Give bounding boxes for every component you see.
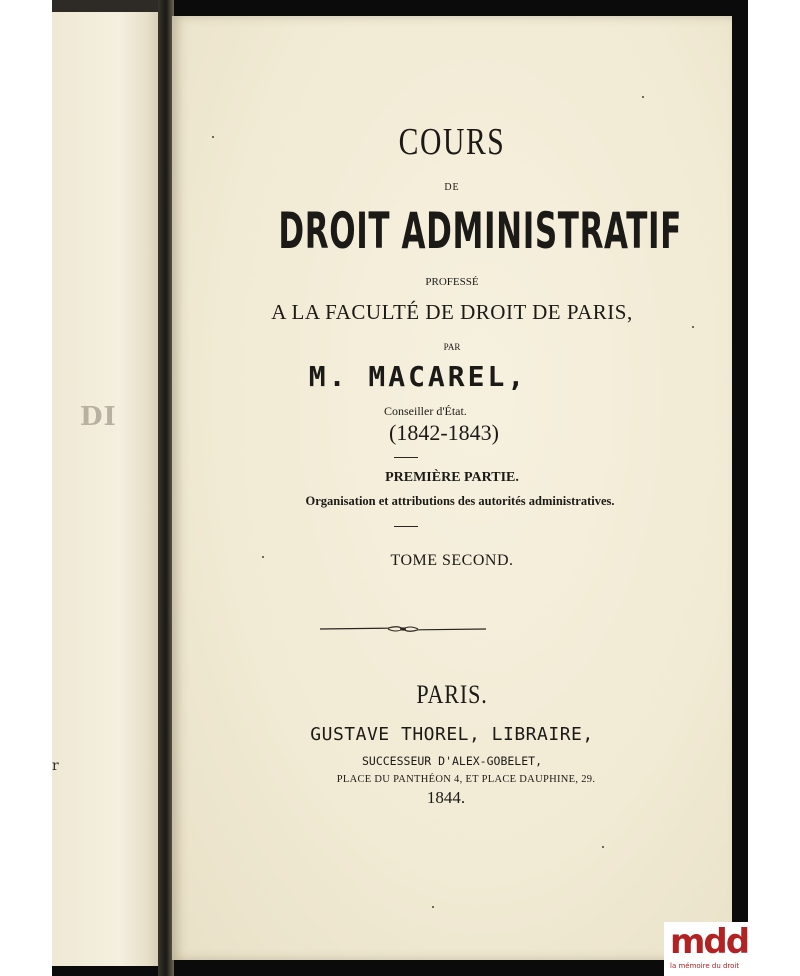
volume-label: TOME SECOND. <box>390 552 514 569</box>
publication-city: PARIS. <box>416 680 488 709</box>
logo-tagline: la mémoire du droit <box>670 962 740 970</box>
part-description: Organisation et attributions des autorités administratives. <box>305 494 615 508</box>
left-page <box>52 8 164 966</box>
professed-label: PROFESSÉ <box>425 276 479 288</box>
divider <box>394 526 418 527</box>
faculty-line: A LA FACULTÉ DE DROIT DE PARIS, <box>271 300 633 324</box>
part-heading: PREMIÈRE PARTIE. <box>385 470 519 485</box>
publication-year: 1844. <box>426 788 466 807</box>
title-line-cours: COURS <box>398 121 506 163</box>
left-page-edge-mark: r <box>52 758 59 774</box>
author-name: M. MACAREL, <box>308 360 528 393</box>
title-connector: DE <box>444 182 460 193</box>
by-label: PAR <box>443 342 461 352</box>
main-title: DROIT ADMINISTRATIF <box>278 202 682 260</box>
divider <box>394 457 418 458</box>
title-page <box>172 16 732 960</box>
top-shadow <box>52 0 164 12</box>
ornamental-rule <box>318 622 488 636</box>
publisher: GUSTAVE THOREL, LIBRAIRE, <box>310 724 594 745</box>
publisher-address: PLACE DU PANTHÉON 4, ET PLACE DAUPHINE, 29. <box>336 774 596 785</box>
logo-mark: mdd <box>670 922 749 962</box>
author-title: Conseiller d'État. <box>384 404 467 418</box>
publisher-successor: SUCCESSEUR D'ALEX-GOBELET, <box>361 754 542 768</box>
mdd-logo <box>664 922 748 976</box>
years: (1842-1843) <box>389 420 499 445</box>
left-page-fragment: DI <box>80 402 117 432</box>
